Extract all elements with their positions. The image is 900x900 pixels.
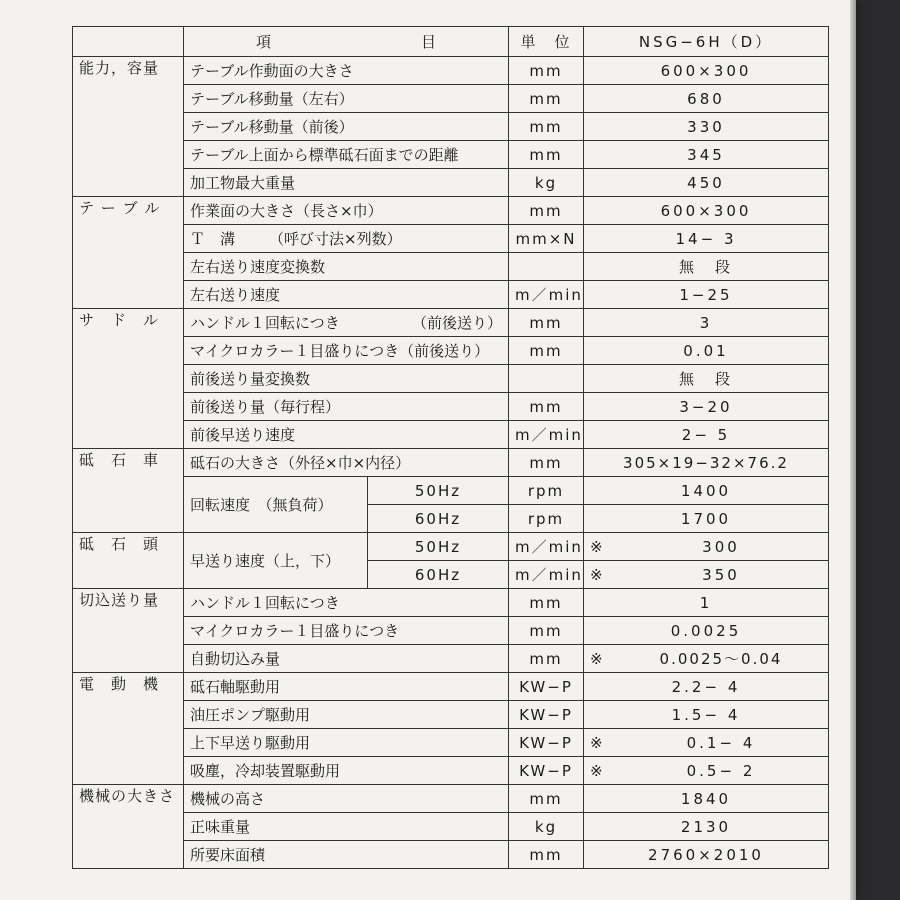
header-item: 項 目 xyxy=(184,27,509,57)
item-cell: 回転速度 （無負荷） xyxy=(184,477,368,533)
item-cell: 油圧ポンプ駆動用 xyxy=(184,701,509,729)
category-wheel-head: 砥 石 頭 xyxy=(73,533,184,589)
value-cell: 680 xyxy=(584,85,829,113)
table-header-row xyxy=(73,27,829,57)
unit-cell: kg xyxy=(509,813,584,841)
unit-cell: mm xyxy=(509,449,584,477)
value-cell: 345 xyxy=(584,141,829,169)
item-cell: 吸塵，冷却装置駆動用 xyxy=(184,757,509,785)
unit-cell: m／min xyxy=(509,561,584,589)
note-mark: ※ xyxy=(590,565,606,584)
table-row xyxy=(73,57,829,85)
table-row xyxy=(73,645,829,673)
note-mark: ※ xyxy=(590,649,606,668)
value-cell: 1400 xyxy=(584,477,829,505)
unit-cell: KW−P xyxy=(509,729,584,757)
unit-cell: mm×N xyxy=(509,225,584,253)
value-cell: ※ 0.0025〜0.04 xyxy=(584,645,829,673)
table-row xyxy=(73,85,829,113)
unit-cell: mm xyxy=(509,617,584,645)
value-cell: ※ 350 xyxy=(584,561,829,589)
table-row xyxy=(73,813,829,841)
value-cell: 450 xyxy=(584,169,829,197)
table-row xyxy=(73,141,829,169)
bleed-through-marks xyxy=(4,40,34,80)
table-row xyxy=(73,617,829,645)
value-cell: 14− 3 xyxy=(584,225,829,253)
unit-cell xyxy=(509,253,584,281)
unit-cell: rpm xyxy=(509,505,584,533)
value-cell: 600×300 xyxy=(584,57,829,85)
item-cell: 砥石軸駆動用 xyxy=(184,673,509,701)
item-cell: 所要床面積 xyxy=(184,841,509,869)
item-cell: 早送り速度（上，下） xyxy=(184,533,368,589)
category-infeed: 切込送り量 xyxy=(73,589,184,673)
category-table: テ ー ブ ル xyxy=(73,197,184,309)
unit-cell: mm xyxy=(509,57,584,85)
table-row xyxy=(73,281,829,309)
value-cell: 3−20 xyxy=(584,393,829,421)
value-cell: 600×300 xyxy=(584,197,829,225)
table-row xyxy=(73,589,829,617)
item-cell: マイクロカラー１目盛りにつき（前後送り） xyxy=(184,337,509,365)
item-cell: 左右送り速度変換数 xyxy=(184,253,509,281)
value-cell: 0.0025 xyxy=(584,617,829,645)
frequency-cell: 50Hz xyxy=(368,477,509,505)
table-row xyxy=(73,365,829,393)
category-motor: 電 動 機 xyxy=(73,673,184,785)
value-cell: 1840 xyxy=(584,785,829,813)
unit-cell: mm xyxy=(509,309,584,337)
item-cell: 作業面の大きさ（長さ×巾） xyxy=(184,197,509,225)
item-cell: Ｔ 溝 （呼び寸法×列数） xyxy=(184,225,509,253)
unit-cell: KW−P xyxy=(509,673,584,701)
table-row xyxy=(73,337,829,365)
table-row xyxy=(73,197,829,225)
frequency-cell: 60Hz xyxy=(368,505,509,533)
page-edge xyxy=(850,0,856,900)
value-cell: 無 段 xyxy=(584,253,829,281)
unit-cell: mm xyxy=(509,393,584,421)
unit-cell: kg xyxy=(509,169,584,197)
item-cell: 正味重量 xyxy=(184,813,509,841)
category-saddle: サ ド ル xyxy=(73,309,184,449)
frequency-cell: 60Hz xyxy=(368,561,509,589)
specification-table xyxy=(72,26,829,869)
table-row xyxy=(73,113,829,141)
value-cell: 2760×2010 xyxy=(584,841,829,869)
note-mark: ※ xyxy=(590,761,606,780)
value-cell: ※ 0.5− 2 xyxy=(584,757,829,785)
value-cell: 2.2− 4 xyxy=(584,673,829,701)
value-cell: 1−25 xyxy=(584,281,829,309)
header-model: NSG−6H（D） xyxy=(584,27,829,57)
value-cell: 2130 xyxy=(584,813,829,841)
unit-cell: KW−P xyxy=(509,701,584,729)
category-capacity: 能力，容量 xyxy=(73,57,184,197)
value-cell: 3 xyxy=(584,309,829,337)
table-row xyxy=(73,225,829,253)
table-row xyxy=(73,393,829,421)
value-cell: 305×19−32×76.2 xyxy=(584,449,829,477)
value-cell: 2− 5 xyxy=(584,421,829,449)
item-cell: 機械の高さ xyxy=(184,785,509,813)
value-cell: 0.01 xyxy=(584,337,829,365)
value-cell: ※ 300 xyxy=(584,533,829,561)
value-cell: 無 段 xyxy=(584,365,829,393)
unit-cell: mm xyxy=(509,841,584,869)
item-cell: 左右送り速度 xyxy=(184,281,509,309)
unit-cell: mm xyxy=(509,589,584,617)
item-cell: 上下早送り駆動用 xyxy=(184,729,509,757)
table-row xyxy=(73,253,829,281)
table-row xyxy=(73,533,829,561)
unit-cell xyxy=(509,365,584,393)
value-cell: 1 xyxy=(584,589,829,617)
table-row xyxy=(73,701,829,729)
frequency-cell: 50Hz xyxy=(368,533,509,561)
unit-cell: mm xyxy=(509,337,584,365)
table-row xyxy=(73,421,829,449)
item-cell: ハンドル１回転につき xyxy=(184,589,509,617)
item-cell: テーブル移動量（左右） xyxy=(184,85,509,113)
unit-cell: mm xyxy=(509,85,584,113)
unit-cell: KW−P xyxy=(509,757,584,785)
unit-cell: mm xyxy=(509,141,584,169)
item-cell: テーブル作動面の大きさ xyxy=(184,57,509,85)
table-row xyxy=(73,477,829,505)
item-cell: ハンドル１回転につき （前後送り） xyxy=(184,309,509,337)
unit-cell: m／min xyxy=(509,421,584,449)
value-cell: 1.5− 4 xyxy=(584,701,829,729)
table-row xyxy=(73,673,829,701)
unit-cell: mm xyxy=(509,785,584,813)
item-cell: 前後送り量（毎行程） xyxy=(184,393,509,421)
value-cell: 330 xyxy=(584,113,829,141)
item-cell: 前後早送り速度 xyxy=(184,421,509,449)
unit-cell: m／min xyxy=(509,281,584,309)
category-machine-size: 機械の大きさ xyxy=(73,785,184,869)
value-cell: 1700 xyxy=(584,505,829,533)
item-cell: 加工物最大重量 xyxy=(184,169,509,197)
table-row xyxy=(73,169,829,197)
unit-cell: mm xyxy=(509,113,584,141)
note-mark: ※ xyxy=(590,537,606,556)
unit-cell: rpm xyxy=(509,477,584,505)
table-row xyxy=(73,449,829,477)
item-cell: マイクロカラー１目盛りにつき xyxy=(184,617,509,645)
table-row xyxy=(73,785,829,813)
unit-cell: mm xyxy=(509,645,584,673)
item-cell: 砥石の大きさ（外径×巾×内径） xyxy=(184,449,509,477)
table-row xyxy=(73,757,829,785)
unit-cell: m／min xyxy=(509,533,584,561)
item-cell: テーブル上面から標準砥石面までの距離 xyxy=(184,141,509,169)
item-cell: 前後送り量変換数 xyxy=(184,365,509,393)
item-cell: 自動切込み量 xyxy=(184,645,509,673)
note-mark: ※ xyxy=(590,733,606,752)
unit-cell: mm xyxy=(509,197,584,225)
category-wheel-car: 砥 石 車 xyxy=(73,449,184,533)
table-row xyxy=(73,841,829,869)
value-cell: ※ 0.1− 4 xyxy=(584,729,829,757)
header-unit: 単 位 xyxy=(509,27,584,57)
item-cell: テーブル移動量（前後） xyxy=(184,113,509,141)
table-row xyxy=(73,729,829,757)
table-row xyxy=(73,309,829,337)
